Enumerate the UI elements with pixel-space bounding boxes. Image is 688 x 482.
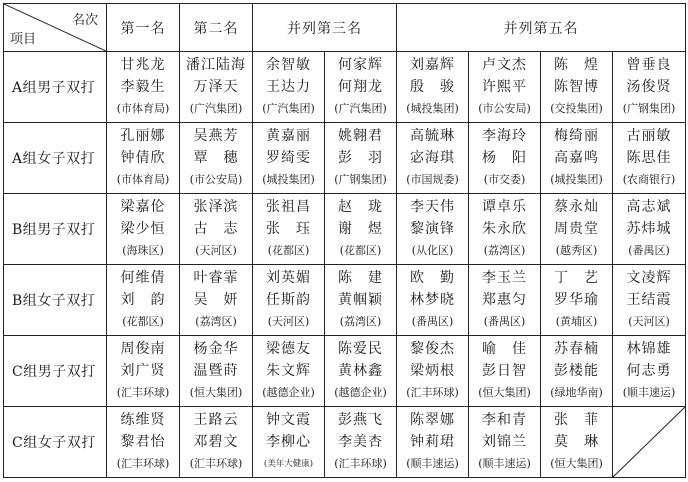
table-row xyxy=(4,407,686,478)
team-unit: (市体育局) xyxy=(116,173,170,186)
team-unit: (番禺区) xyxy=(411,315,454,328)
pair-cell xyxy=(613,336,686,407)
player-name: 黎俊杰 xyxy=(410,341,455,357)
player-name: 高毓琳 xyxy=(410,128,455,144)
player-name: 温暨莳 xyxy=(193,363,239,379)
player-name: 汤俊贤 xyxy=(626,79,672,95)
pair-cell xyxy=(541,336,613,407)
header-tied-third: 并列第三名 xyxy=(253,4,397,52)
team-unit: (番禺区) xyxy=(628,244,670,257)
player-name: 陈爱民 xyxy=(338,341,383,357)
player-name: 钟莉珺 xyxy=(410,434,455,450)
player-name: 朱永欣 xyxy=(482,221,527,237)
player-name: 黎演锋 xyxy=(410,221,455,237)
pair-cell xyxy=(107,123,180,194)
player-name: 黄林鑫 xyxy=(338,363,383,379)
team-unit: (海珠区) xyxy=(122,244,164,257)
team-unit: (越德企业) xyxy=(334,386,387,399)
player-name: 李柳心 xyxy=(266,434,311,450)
table-row xyxy=(4,52,686,123)
player-name: 何维倩 xyxy=(120,270,166,286)
player-name: 丁 艺 xyxy=(554,270,599,286)
pair-cell xyxy=(107,194,180,265)
team-unit: (荔湾区) xyxy=(483,244,526,257)
player-name: 殷 骏 xyxy=(410,79,455,95)
player-name: 罗绮雯 xyxy=(266,150,311,166)
player-name: 赵 珑 xyxy=(338,199,383,215)
player-name: 刘锦兰 xyxy=(482,434,527,450)
player-name: 许熙平 xyxy=(482,79,527,95)
pair-cell xyxy=(180,123,253,194)
pair-cell xyxy=(613,194,686,265)
table-row xyxy=(4,194,686,265)
results-table-container xyxy=(3,3,685,479)
player-name: 周贵堂 xyxy=(554,221,599,237)
event-category: C组女子双打 xyxy=(4,407,107,478)
pair-cell xyxy=(107,52,180,123)
team-unit: (城投集团) xyxy=(406,102,459,115)
player-name: 覃 穗 xyxy=(193,150,239,166)
player-name: 李海玲 xyxy=(482,128,527,144)
team-unit: (汇丰环球) xyxy=(116,386,170,399)
player-name: 蔡永灿 xyxy=(554,199,599,215)
team-unit: (花都区) xyxy=(122,315,164,328)
player-name: 叶睿霏 xyxy=(193,270,239,286)
player-name: 吴燕芳 xyxy=(193,128,239,144)
player-name: 陈 煌 xyxy=(554,57,599,73)
header-tied-fifth: 并列第五名 xyxy=(397,4,686,52)
team-unit: (市公安局) xyxy=(478,102,531,115)
pair-cell xyxy=(469,336,541,407)
player-name: 王路云 xyxy=(193,412,239,428)
player-name: 甘兆龙 xyxy=(120,57,166,73)
player-name: 卢文杰 xyxy=(482,57,527,73)
team-unit: (天河区) xyxy=(267,315,310,328)
pair-cell xyxy=(180,265,253,336)
pair-cell xyxy=(325,123,397,194)
pair-cell xyxy=(325,194,397,265)
player-name: 钟文霞 xyxy=(266,412,311,428)
player-name: 苏炜城 xyxy=(626,221,672,237)
team-unit: (越秀区) xyxy=(555,244,598,257)
team-unit: (恒大集团) xyxy=(550,457,603,470)
pair-cell xyxy=(541,52,613,123)
team-unit: (广汽集团) xyxy=(334,102,387,115)
team-unit: (汇丰环球) xyxy=(334,457,387,470)
corner-header-cell xyxy=(4,4,107,52)
player-name: 宓海琪 xyxy=(410,150,455,166)
player-name: 曾垂良 xyxy=(626,57,672,73)
results-body xyxy=(4,52,686,478)
player-name: 何志勇 xyxy=(626,363,672,379)
player-name: 郑惠匀 xyxy=(482,292,527,308)
team-unit: (广钢集团) xyxy=(622,102,676,115)
team-unit: (恒大集团) xyxy=(189,386,243,399)
team-unit: (番禺区) xyxy=(483,315,526,328)
player-name: 陈翠娜 xyxy=(410,412,455,428)
event-category: B组男子双打 xyxy=(4,194,107,265)
player-name: 邓碧文 xyxy=(193,434,239,450)
header-first-place: 第一名 xyxy=(107,4,180,52)
player-name: 张祖昌 xyxy=(266,199,311,215)
player-name: 罗华瑜 xyxy=(554,292,599,308)
team-unit: (广汽集团) xyxy=(189,102,243,115)
header-row xyxy=(4,4,686,52)
player-name: 任斯韵 xyxy=(266,292,311,308)
pair-cell xyxy=(325,265,397,336)
player-name: 孔丽娜 xyxy=(120,128,166,144)
pair-cell xyxy=(613,265,686,336)
team-unit: (荔湾区) xyxy=(339,315,382,328)
player-name: 李玉兰 xyxy=(482,270,527,286)
results-table xyxy=(3,3,686,478)
player-name: 彭日智 xyxy=(482,363,527,379)
team-unit: (市公安局) xyxy=(189,173,243,186)
player-name: 陈思佳 xyxy=(626,150,672,166)
player-name: 杨金华 xyxy=(193,341,239,357)
player-name: 谢 煜 xyxy=(338,221,383,237)
player-name: 黄帼颖 xyxy=(338,292,383,308)
event-category: C组男子双打 xyxy=(4,336,107,407)
event-category: B组女子双打 xyxy=(4,265,107,336)
team-unit: (顺丰速运) xyxy=(478,457,531,470)
player-name: 刘广贤 xyxy=(120,363,166,379)
team-unit: (花都区) xyxy=(267,244,310,257)
player-name: 梁嘉伦 xyxy=(120,199,166,215)
player-name: 陈 建 xyxy=(338,270,383,286)
pair-cell xyxy=(180,336,253,407)
pair-cell xyxy=(613,52,686,123)
player-name: 潘江陆海 xyxy=(186,57,246,73)
pair-cell xyxy=(469,407,541,478)
team-unit: (花都区) xyxy=(339,244,382,257)
pair-cell xyxy=(325,52,397,123)
pair-cell xyxy=(541,194,613,265)
team-unit: (城投集团) xyxy=(262,173,315,186)
player-name: 李和青 xyxy=(482,412,527,428)
empty-cell-diagonal xyxy=(613,407,685,477)
team-unit: (天河区) xyxy=(195,244,237,257)
player-name: 莫 琳 xyxy=(554,434,599,450)
pair-cell xyxy=(325,336,397,407)
player-name: 文凌辉 xyxy=(626,270,672,286)
player-name: 刘 韵 xyxy=(120,292,166,308)
pair-cell xyxy=(469,194,541,265)
player-name: 黎君怡 xyxy=(120,434,166,450)
event-category: A组男子双打 xyxy=(4,52,107,123)
table-row xyxy=(4,123,686,194)
player-name: 张泽滨 xyxy=(193,199,239,215)
team-unit: (美年大健康) xyxy=(263,459,314,469)
pair-cell xyxy=(180,407,253,478)
player-name: 刘英媚 xyxy=(266,270,311,286)
team-unit: (农商银行) xyxy=(622,173,676,186)
player-name: 古丽敏 xyxy=(626,128,672,144)
pair-cell xyxy=(397,194,469,265)
pair-cell xyxy=(180,52,253,123)
player-name: 何翔龙 xyxy=(338,79,383,95)
player-name: 梁炳根 xyxy=(410,363,455,379)
player-name: 李美杏 xyxy=(338,434,383,450)
player-name: 杨 阳 xyxy=(482,150,527,166)
player-name: 李天伟 xyxy=(410,199,455,215)
pair-cell xyxy=(469,265,541,336)
empty-cell xyxy=(613,407,686,478)
pair-cell xyxy=(397,52,469,123)
team-unit: (荔湾区) xyxy=(195,315,237,328)
team-unit: (恒大集团) xyxy=(478,386,531,399)
team-unit: (汇丰环球) xyxy=(189,457,243,470)
player-name: 王结霞 xyxy=(626,292,672,308)
team-unit: (黄埔区) xyxy=(555,315,598,328)
corner-label-event: 项目 xyxy=(10,32,37,47)
player-name: 万泽天 xyxy=(193,79,239,95)
player-name: 欧 勤 xyxy=(410,270,455,286)
pair-cell xyxy=(253,194,325,265)
player-name: 彭燕飞 xyxy=(338,412,383,428)
player-name: 苏春楠 xyxy=(554,341,599,357)
pair-cell xyxy=(253,407,325,478)
pair-cell xyxy=(253,123,325,194)
team-unit: (顺丰速运) xyxy=(406,457,459,470)
player-name: 姚翱君 xyxy=(338,128,383,144)
player-name: 周俊南 xyxy=(120,341,166,357)
player-name: 喻 佳 xyxy=(482,341,527,357)
table-row xyxy=(4,265,686,336)
pair-cell xyxy=(397,407,469,478)
pair-cell xyxy=(541,407,613,478)
team-unit: (广汽集团) xyxy=(262,102,315,115)
team-unit: (汇丰环球) xyxy=(406,386,459,399)
pair-cell xyxy=(107,336,180,407)
player-name: 彭楼能 xyxy=(554,363,599,379)
player-name: 林锦雄 xyxy=(626,341,672,357)
pair-cell xyxy=(469,123,541,194)
player-name: 钟倩欣 xyxy=(120,150,166,166)
team-unit: (市国规委) xyxy=(406,173,459,186)
player-name: 王达力 xyxy=(266,79,311,95)
player-name: 林梦晓 xyxy=(410,292,455,308)
player-name: 练维贤 xyxy=(120,412,166,428)
player-name: 梅绮丽 xyxy=(554,128,599,144)
header-second-place: 第二名 xyxy=(180,4,253,52)
player-name: 古 志 xyxy=(193,221,239,237)
player-name: 刘嘉辉 xyxy=(410,57,455,73)
pair-cell xyxy=(107,407,180,478)
pair-cell xyxy=(397,336,469,407)
pair-cell xyxy=(180,194,253,265)
player-name: 谭卓乐 xyxy=(482,199,527,215)
team-unit: (城投集团) xyxy=(550,173,603,186)
player-name: 高志斌 xyxy=(626,199,672,215)
player-name: 梁德友 xyxy=(266,341,311,357)
pair-cell xyxy=(325,407,397,478)
team-unit: (从化区) xyxy=(411,244,454,257)
team-unit: (市交委) xyxy=(483,173,526,186)
pair-cell xyxy=(253,52,325,123)
player-name: 梁少恒 xyxy=(120,221,166,237)
pair-cell xyxy=(253,265,325,336)
team-unit: (广钢集团) xyxy=(334,173,387,186)
team-unit: (汇丰环球) xyxy=(116,457,170,470)
team-unit: (市体育局) xyxy=(116,102,170,115)
table-row xyxy=(4,336,686,407)
pair-cell xyxy=(397,123,469,194)
player-name: 余智敏 xyxy=(266,57,311,73)
player-name: 李毅生 xyxy=(120,79,166,95)
player-name: 朱文辉 xyxy=(266,363,311,379)
team-unit: (绿地华南) xyxy=(550,386,603,399)
pair-cell xyxy=(397,265,469,336)
pair-cell xyxy=(613,123,686,194)
pair-cell xyxy=(253,336,325,407)
team-unit: (越德企业) xyxy=(262,386,315,399)
team-unit: (天河区) xyxy=(628,315,670,328)
corner-label-rank: 名次 xyxy=(71,13,98,28)
player-name: 彭 羽 xyxy=(338,150,383,166)
pair-cell xyxy=(469,52,541,123)
player-name: 张 菲 xyxy=(554,412,599,428)
pair-cell xyxy=(541,265,613,336)
player-name: 何家辉 xyxy=(338,57,383,73)
player-name: 陈智博 xyxy=(554,79,599,95)
player-name: 吴 妍 xyxy=(193,292,239,308)
event-category: A组女子双打 xyxy=(4,123,107,194)
team-unit: (交投集团) xyxy=(550,102,603,115)
pair-cell xyxy=(541,123,613,194)
player-name: 高嘉鸣 xyxy=(554,150,599,166)
player-name: 张 珏 xyxy=(266,221,311,237)
pair-cell xyxy=(107,265,180,336)
player-name: 黄嘉丽 xyxy=(266,128,311,144)
team-unit: (顺丰速运) xyxy=(622,386,676,399)
